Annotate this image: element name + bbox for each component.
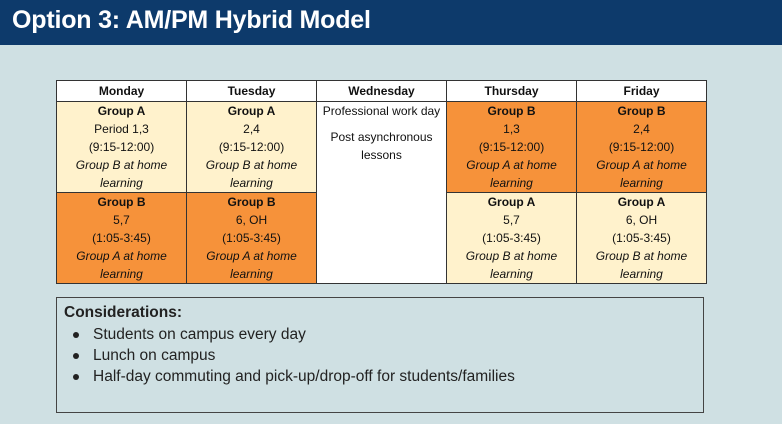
group-label: Group A (487, 195, 536, 209)
header-monday: Monday (57, 81, 187, 102)
time-label: (1:05-3:45) (222, 231, 281, 245)
header-thursday: Thursday (447, 81, 577, 102)
time-label: (1:05-3:45) (482, 231, 541, 245)
home-note: Group B at home learning (75, 158, 168, 190)
time-label: (9:15-12:00) (218, 140, 285, 154)
cell-thursday-pm (447, 193, 577, 284)
group-label: Group A (227, 104, 276, 118)
periods-label: 5,7 (113, 213, 130, 227)
home-note: Group A at home learning (206, 249, 297, 281)
list-item-text: Half-day commuting and pick-up/drop-off for students/families (93, 368, 515, 385)
periods-label: 5,7 (503, 213, 520, 227)
home-note: Group B at home learning (595, 249, 688, 281)
bullet-icon (73, 374, 79, 380)
title-bar (0, 0, 782, 45)
time-label: (9:15-12:00) (478, 140, 545, 154)
am-row (57, 102, 707, 193)
periods-label: 6, OH (235, 213, 268, 227)
group-label: Group B (617, 104, 666, 118)
periods-label: 6, OH (625, 213, 658, 227)
list-item (64, 366, 703, 387)
cell-wednesday (317, 102, 447, 284)
home-note: Group B at home learning (465, 249, 558, 281)
header-tuesday: Tuesday (187, 81, 317, 102)
periods-label: 2,4 (633, 122, 650, 136)
group-label: Group A (617, 195, 666, 209)
wednesday-line1: Professional work day (322, 104, 441, 118)
home-note: Group B at home learning (205, 158, 298, 190)
periods-label: 2,4 (243, 122, 260, 136)
considerations-heading: Considerations: (64, 304, 182, 321)
considerations-box (56, 297, 704, 413)
bullet-icon (73, 332, 79, 338)
list-item (64, 345, 703, 366)
wednesday-line2: Post asynchronous lessons (330, 130, 433, 162)
time-label: (1:05-3:45) (92, 231, 151, 245)
list-item-text: Students on campus every day (93, 326, 306, 343)
cell-tuesday-pm (187, 193, 317, 284)
time-label: (9:15-12:00) (608, 140, 675, 154)
cell-tuesday-am (187, 102, 317, 193)
list-item (64, 324, 703, 345)
group-label: Group B (97, 195, 146, 209)
home-note: Group A at home learning (596, 158, 687, 190)
schedule-table (56, 80, 707, 284)
time-label: (9:15-12:00) (88, 140, 155, 154)
list-item-text: Lunch on campus (93, 347, 216, 364)
cell-monday-pm (57, 193, 187, 284)
page-title: Option 3: AM/PM Hybrid Model (12, 6, 371, 34)
bullet-icon (73, 353, 79, 359)
group-label: Group A (97, 104, 146, 118)
cell-friday-pm (577, 193, 707, 284)
cell-monday-am (57, 102, 187, 193)
cell-friday-am (577, 102, 707, 193)
header-friday: Friday (577, 81, 707, 102)
periods-label: 1,3 (503, 122, 520, 136)
time-label: (1:05-3:45) (612, 231, 671, 245)
header-row (57, 81, 707, 102)
home-note: Group A at home learning (466, 158, 557, 190)
group-label: Group B (227, 195, 276, 209)
cell-thursday-am (447, 102, 577, 193)
header-wednesday: Wednesday (317, 81, 447, 102)
group-label: Group B (487, 104, 536, 118)
home-note: Group A at home learning (76, 249, 167, 281)
periods-label: Period 1,3 (94, 122, 149, 136)
